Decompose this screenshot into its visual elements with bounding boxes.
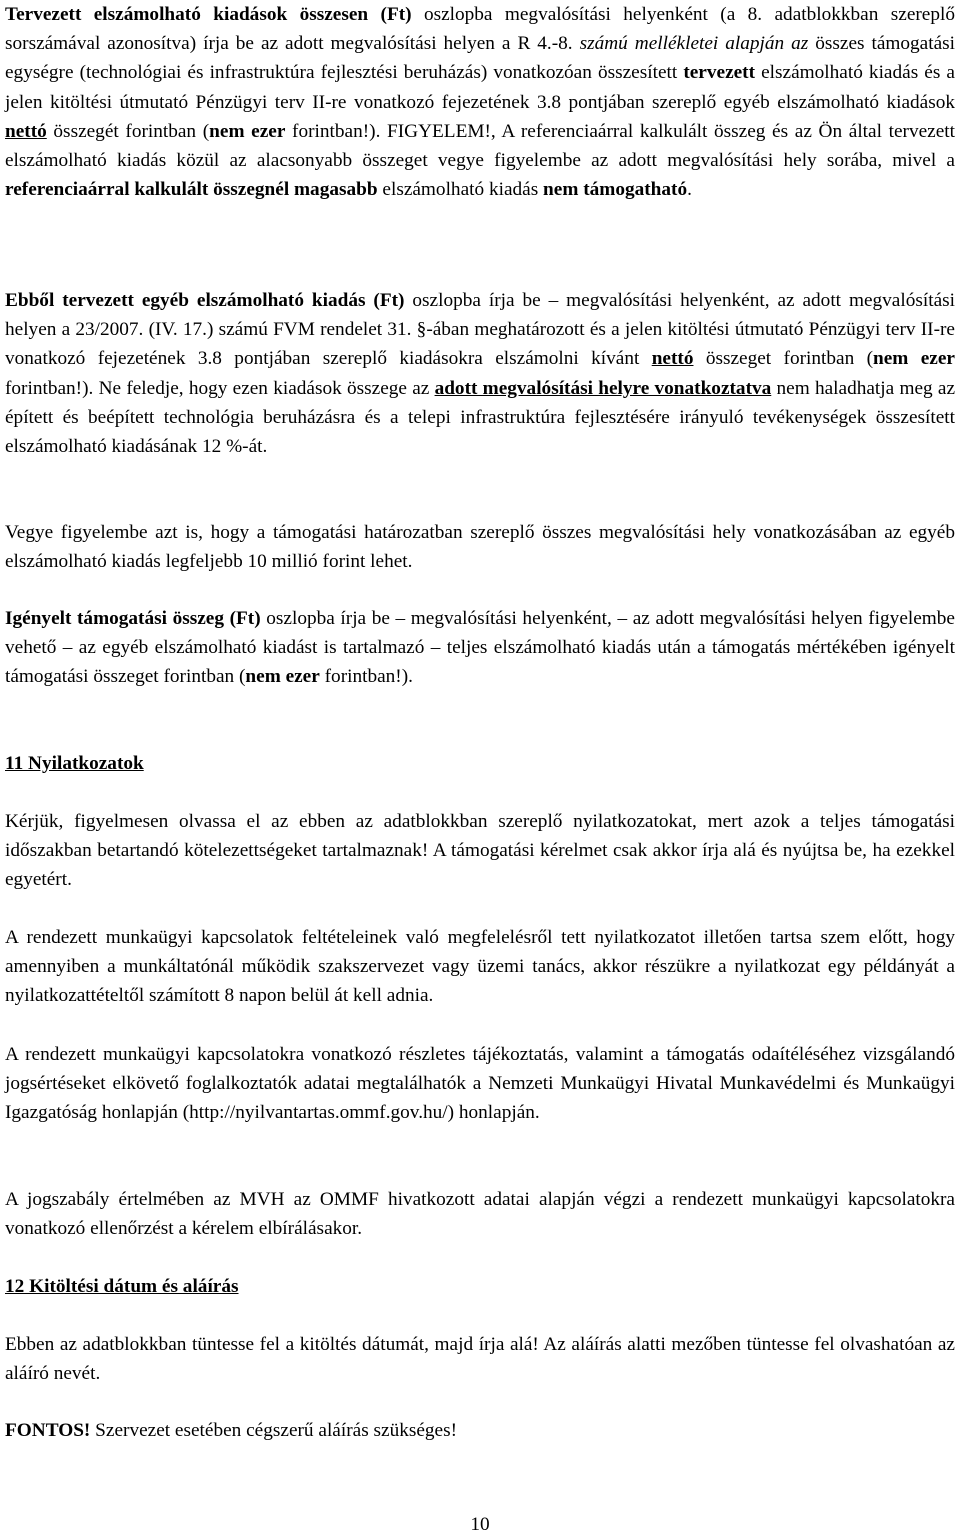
- paragraph-egyeb-elszamolhato: [5, 286, 955, 461]
- section-heading-kitoltesi-datum: 12 Kitöltési dátum és aláírás: [5, 1276, 239, 1297]
- bold-underlined-text: adott megvalósítási helyre vonatkoztatva: [434, 377, 772, 399]
- paragraph-munkaugyi-kapcsolatok: A rendezett munkaügyi kapcsolatok feltételeinek való megfelelésről tett nyilatkozatot illetően tartsa szem előtt, hogy amennyiben a munkáltatónál működik szakszervezet vagy üzemi tanács, akkor részükre a nyilatkozat egy példányát a nyilatkozattételtől számított 8 napon belül át kell adnia.: [5, 927, 955, 1007]
- paragraph-10-millio: [5, 518, 955, 576]
- text: Szervezet esetében cégszerű aláírás szükséges!: [90, 1420, 458, 1441]
- text: forintban!). FIGYELEM!, A referenciaárral kalkulált összeg és az Ön által tervezett elszámolható kiadás közül az alacsonyabb összeget vegye figyelembe az adott megvalósítási hely sorába, mivel a: [5, 120, 955, 172]
- term-tervezett-elszamolhato: Tervezett elszámolható kiadások összesen (Ft): [5, 4, 412, 25]
- text: forintban!). Ne feledje, hogy ezen kiadások összege az: [5, 377, 435, 399]
- paragraph-alairas: Ebben az adatblokkban tüntesse fel a kitöltés dátumát, majd írja alá! Az aláírás alatti mezőben tüntesse fel olvashatóan az aláíró nevét.: [5, 1334, 955, 1385]
- bold-text: nem támogatható: [543, 179, 688, 201]
- text: elszámolható kiadás: [377, 179, 544, 201]
- bold-underlined-text: nettó: [651, 348, 694, 370]
- text: forintban!).: [319, 666, 413, 688]
- paragraph-fontos: [5, 1416, 955, 1445]
- term-egyeb-elszamolhato: Ebből tervezett egyéb elszámolható kiadás (Ft): [5, 290, 405, 311]
- text: oszlopba írja be – megvalósítási helyenként, – az adott megvalósítási helyen figyelembe vehető – az egyéb elszámolható kiadást is tartalmazó – teljes elszámolható kiadás után a támogatás mértékében igényelt támogatási összeget forintban (: [5, 608, 955, 688]
- italic-text: számú mellékletei alapján az: [579, 33, 809, 55]
- paragraph-igenyelt-tamogatasi: [5, 604, 955, 692]
- text: összes támogatási egységre (technológiai és infrastruktúra fejlesztési beruházás) vonatkozóan összesített: [5, 33, 956, 84]
- paragraph-reszletes-tajekoztatas: A rendezett munkaügyi kapcsolatokra vonatkozó részletes tájékoztatás, valamint a támogatás odaítéléséhez vizsgálandó jogsértéseket elkövető foglalkoztatók adatai megtalálhatók a Nemzeti Munkaügyi Hivatal Munkavédelmi és Munkaügyi Igazgatóság honlapján (http://nyilvantartas.ommf.gov.hu/) honlapján.: [5, 1044, 955, 1124]
- paragraph-jogszabaly: A jogszabály értelmében az MVH az OMMF hivatkozott adatai alapján végzi a rendezett munkaügyi kapcsolatokra vonatkozó ellenőrzést a kérelem elbírálásakor.: [5, 1189, 955, 1240]
- bold-text: referenciaárral kalkulált összegnél magasabb: [5, 179, 378, 201]
- bold-text: nem ezer: [873, 348, 955, 370]
- bold-text: nem ezer: [245, 666, 320, 688]
- text: oszlopba megvalósítási helyenként (a 8. adatblokkban szereplő sorszámával azonosítva) írja be az adott megvalósítási helyen a R 4.-8.: [5, 4, 955, 55]
- fontos-label: FONTOS!: [5, 1420, 91, 1441]
- page-number: 10: [470, 1514, 490, 1535]
- section-heading-nyilatkozatok: 11 Nyilatkozatok: [5, 753, 144, 774]
- text: összegét forintban (: [46, 120, 210, 142]
- text: nem haladhatja meg az épített és beépített technológia beruházásra és a telepi infrastruktúra fejlesztésére irányuló tevékenységek összesített elszámolható kiadásának 12 %-át.: [5, 377, 955, 458]
- text: Vegye figyelembe azt is, hogy a támogatási határozatban szereplő összes megvalósítási hely vonatkozásában az egyéb elszámolható kiadás legfeljebb 10 millió forint lehet.: [5, 522, 955, 573]
- paragraph-nyilatkozatok-intro: Kérjük, figyelmesen olvassa el az ebben az adatblokkban szereplő nyilatkozatokat, mert azok a teljes támogatási időszakban betartandó kötelezettségeket tartalmaznak! A támogatási kérelmet csak akkor írja alá és nyújtsa be, ha ezekkel egyetért.: [5, 811, 955, 891]
- paragraph-tervezett-elszamolhato: [5, 0, 955, 204]
- text: elszámolható kiadás és a jelen kitöltési útmutató Pénzügyi terv II-re vonatkozó fejezetének 3.8 pontjában szereplő egyéb elszámolható kiadások: [5, 62, 955, 113]
- text: oszlopba írja be – megvalósítási helyenként, az adott megvalósítási helyen a 23/2007. (IV. 17.) számú FVM rendelet 31. §-ában meghatározott és a jelen kitöltési útmutató Pénzügyi terv II-re vonatkozó fejezetének 3.8 pontjában szereplő kiadásokra elszámolni kívánt: [5, 290, 955, 370]
- bold-text: tervezett: [683, 62, 756, 84]
- text: .: [687, 179, 692, 201]
- bold-text: nem ezer: [209, 120, 286, 142]
- bold-underlined-text: nettó: [5, 120, 47, 142]
- term-igenyelt-tamogatasi: Igényelt támogatási összeg (Ft): [5, 608, 261, 629]
- text: összeget forintban (: [693, 348, 874, 370]
